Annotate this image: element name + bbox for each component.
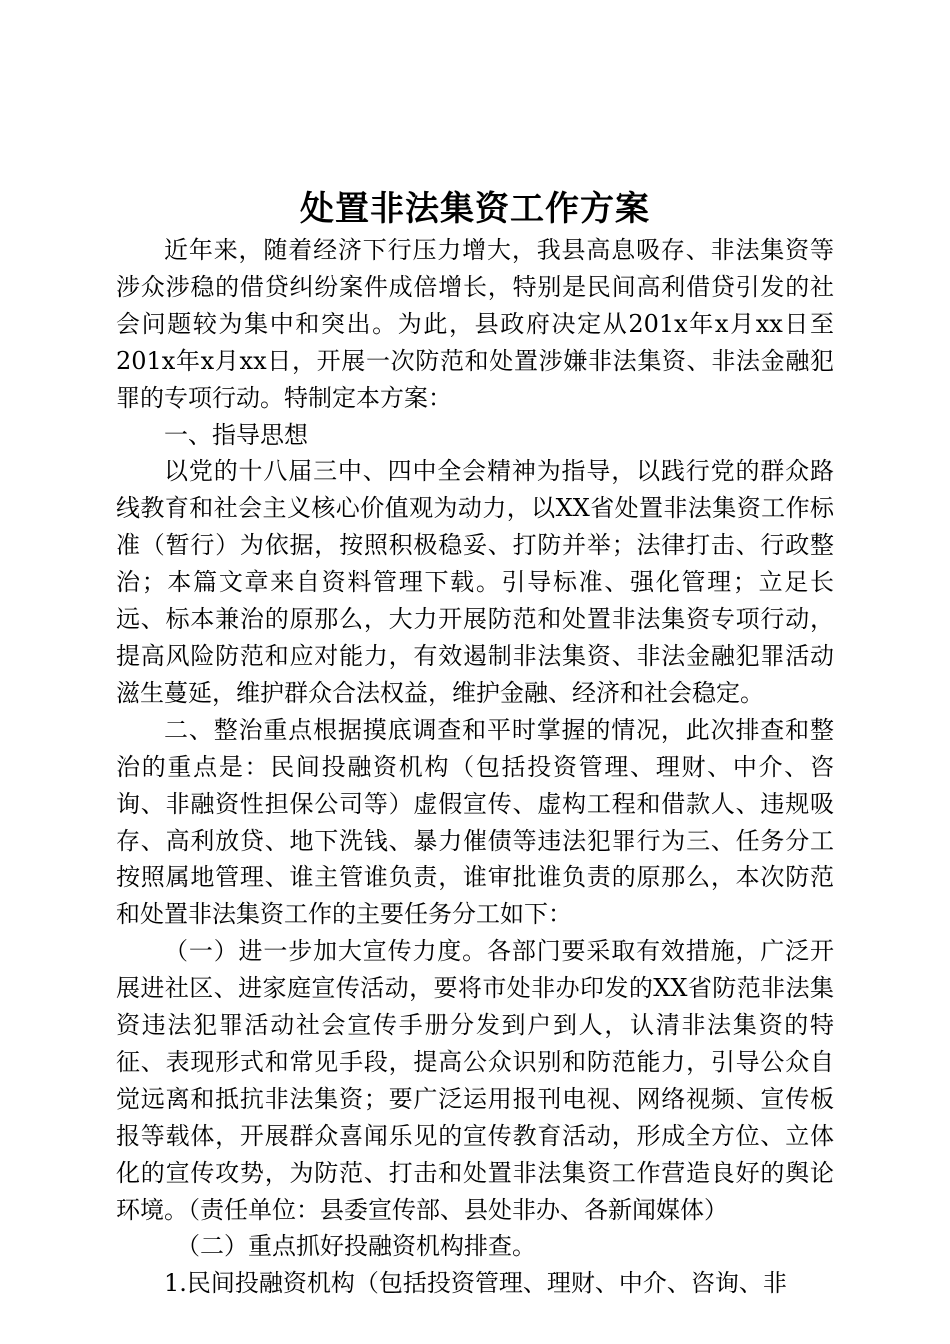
guiding-ideology-paragraph: 以党的十八届三中、四中全会精神为指导，以践行党的群众路线教育和社会主义核心价值观为动力，以XX省处置非法集资工作标准（暂行）为依据，按照积极稳妥、打防并举；法律打击、行政整治；本篇文章来自资料管理下载。引导标准、强化管理；立足长远、标本兼治的原那么，大力开展防范和处置非法集资专项行动，提高风险防范和应对能力，有效遏制非法集资、非法金融犯罪活动滋生蔓延，维护群众合法权益，维护金融、经济和社会稳定。 (116, 457, 834, 707)
section-heading-guiding-ideology: 一、指导思想 (164, 420, 308, 449)
document-body (116, 232, 834, 1302)
list-item-1: 1.民间投融资机构（包括投资管理、理财、中介、咨询、非 (164, 1269, 787, 1298)
publicity-paragraph: （一）进一步加大宣传力度。各部门要采取有效措施，广泛开展进社区、进家庭宣传活动，要将市处非办印发的XX省防范非法集资违法犯罪活动社会宣传手册分发到户到人，认清非法集资的特征、表现形式和常见手段，提高公众识别和防范能力，引导公众自觉远离和抵抗非法集资；要广泛运用报刊电视、网络视频、宣传板报等载体，开展群众喜闻乐见的宣传教育活动，形成全方位、立体化的宣传攻势，为防范、打击和处置非法集资工作营造良好的舆论环境。（责任单位：县委宣传部、县处非办、各新闻媒体） (116, 937, 834, 1224)
investment-screening-heading: （二）重点抓好投融资机构排查。 (176, 1232, 536, 1261)
rectification-focus-paragraph: 二、整治重点根据摸底调查和平时掌握的情况，此次排查和整治的重点是：民间投融资机构（包括投资管理、理财、中介、咨询、非融资性担保公司等）虚假宣传、虚构工程和借款人、违规吸存、高利放贷、地下洗钱、暴力催债等违法犯罪行为三、任务分工按照属地管理、谁主管谁负责，谁审批谁负责的原那么，本次防范和处置非法集资工作的主要任务分工如下： (116, 715, 834, 929)
document-title: 处置非法集资工作方案 (300, 189, 650, 229)
intro-paragraph: 近年来，随着经济下行压力增大，我县高息吸存、非法集资等涉众涉稳的借贷纠纷案件成倍增长，特别是民间高利借贷引发的社会问题较为集中和突出。为此，县政府决定从201x年x月xx日至201x年x月xx日，开展一次防范和处置涉嫌非法集资、非法金融犯罪的专项行动。特制定本方案： (116, 236, 834, 412)
